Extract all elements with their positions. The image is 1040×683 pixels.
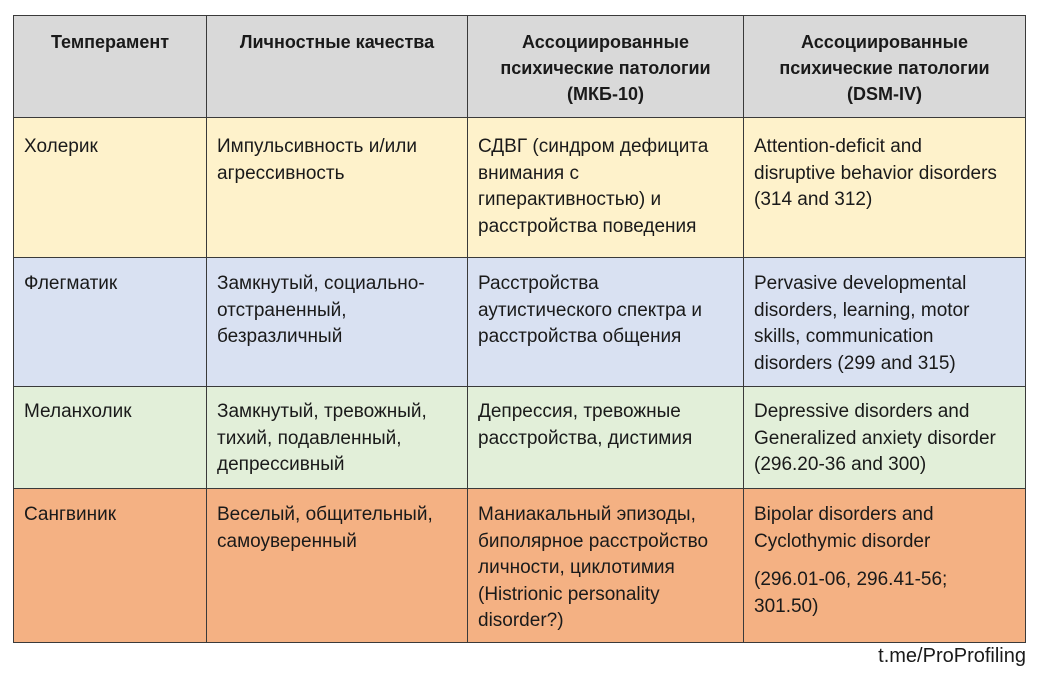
cell-dsm4: Depressive disorders and Generalized anxiety disorder (296.20-36 and 300) <box>744 387 1026 489</box>
header-icd10-pathologies: Ассоциированные психические патологии (МКБ-10) <box>468 16 744 118</box>
cell-traits: Веселый, общительный, самоуверенный <box>207 489 468 643</box>
cell-temperament: Меланхолик <box>14 387 207 489</box>
cell-temperament: Сангвиник <box>14 489 207 643</box>
table-header-row <box>14 16 1026 118</box>
cell-dsm4: Bipolar disorders and Cyclothymic disorder (296.01-06, 296.41-56; 301.50) <box>744 489 1026 643</box>
cell-traits: Импульсивность и/или агрессивность <box>207 118 468 258</box>
cell-temperament: Холерик <box>14 118 207 258</box>
cell-dsm4: Pervasive developmental disorders, learning, motor skills, communication disorders (299 and 315) <box>744 258 1026 387</box>
table-row-phlegmatic <box>14 258 1026 387</box>
table-row-cholerik <box>14 118 1026 258</box>
header-personality-traits: Личностные качества <box>207 16 468 118</box>
cell-icd10: Расстройства аутистического спектра и расстройства общения <box>468 258 744 387</box>
cell-icd10: СДВГ (синдром дефицита внимания с гиперактивностью) и расстройства поведения <box>468 118 744 258</box>
cell-dsm4: Attention-deficit and disruptive behavior disorders (314 and 312) <box>744 118 1026 258</box>
cell-temperament: Флегматик <box>14 258 207 387</box>
table-row-melancholic <box>14 387 1026 489</box>
cell-traits: Замкнутый, социально- отстраненный, безразличный <box>207 258 468 387</box>
cell-icd10: Депрессия, тревожные расстройства, дистимия <box>468 387 744 489</box>
footer-link-text: t.me/ProProfiling <box>878 645 1026 667</box>
header-temperament: Темперамент <box>14 16 207 118</box>
cell-traits: Замкнутый, тревожный, тихий, подавленный, депрессивный <box>207 387 468 489</box>
header-dsm4-pathologies: Ассоциированные психические патологии (DSM-IV) <box>744 16 1026 118</box>
table-row-sanguine <box>14 489 1026 643</box>
temperament-table <box>13 15 1026 643</box>
cell-icd10: Маниакальный эпизоды, биполярное расстройство личности, циклотимия (Histrionic personality disorder?) <box>468 489 744 643</box>
